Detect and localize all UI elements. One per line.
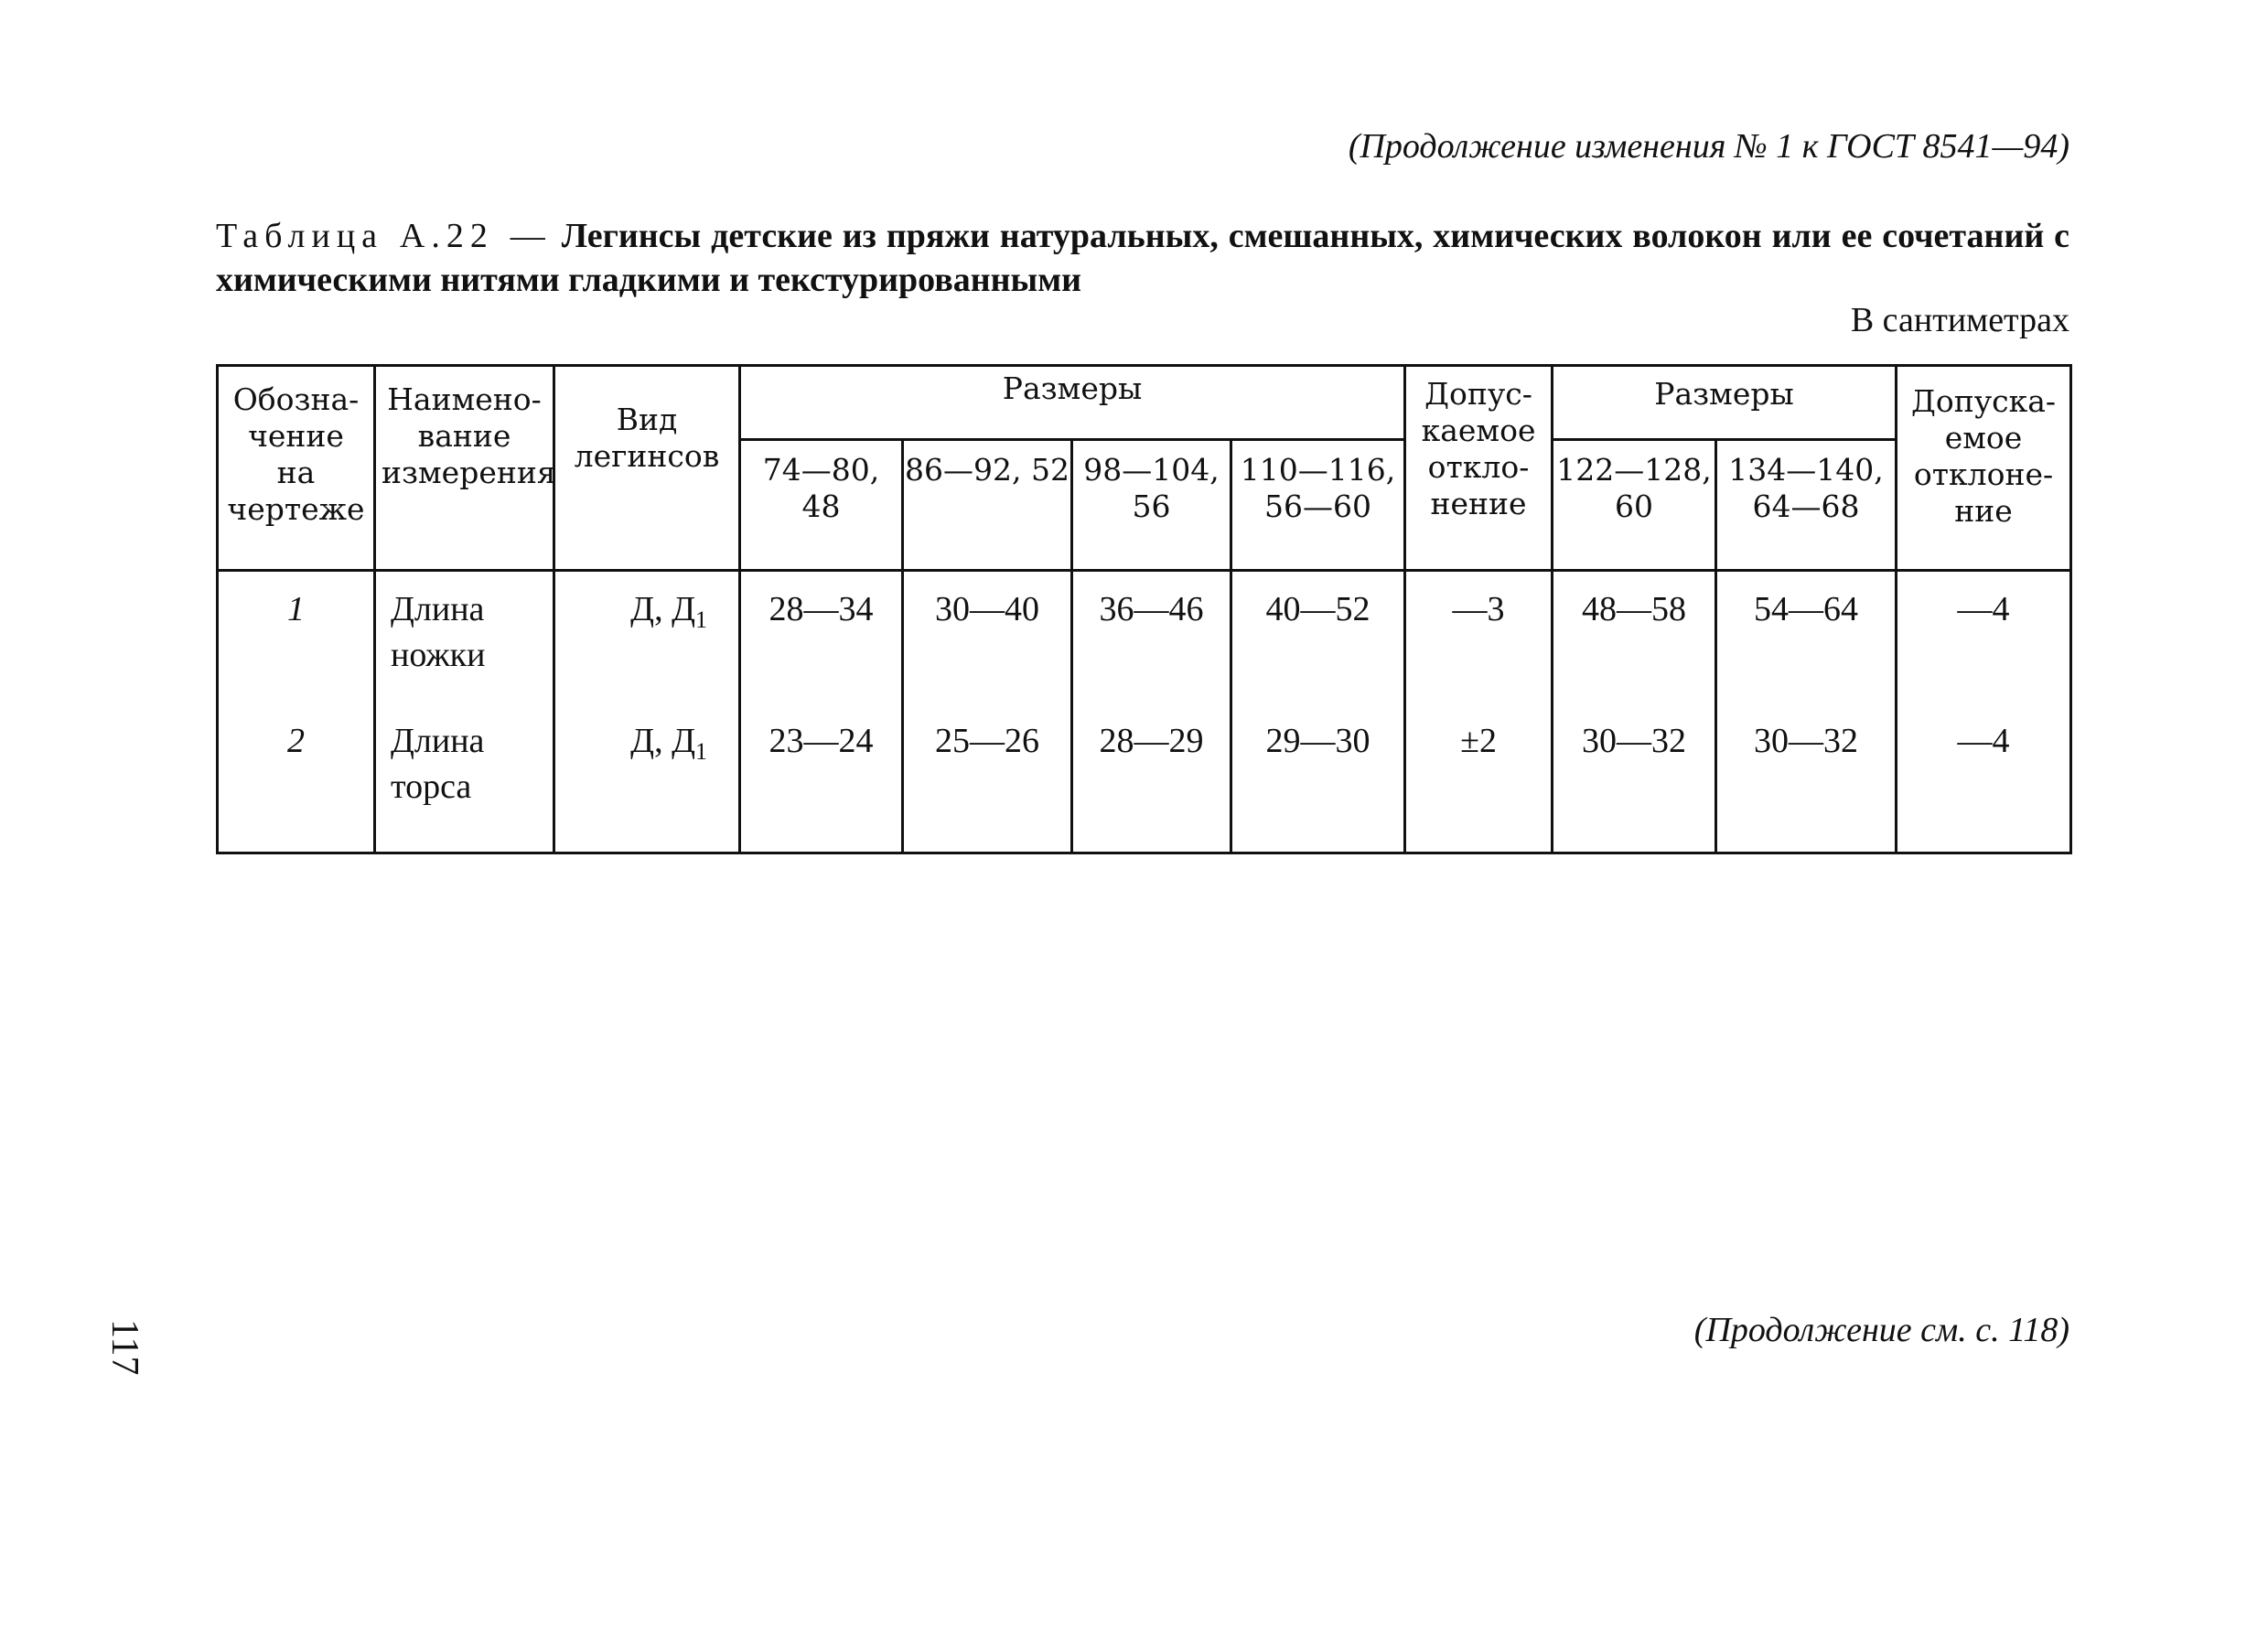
designation-cell: 1: [218, 571, 375, 719]
size-col-6: 134—140, 64—68: [1716, 440, 1897, 571]
table-row: [218, 718, 2071, 853]
header-tolerance-1: Допус-каемое откло-нение: [1405, 366, 1553, 571]
units-note: В сантиметрах: [1850, 301, 2069, 339]
measurement-name-cell: Длина ножки: [375, 571, 554, 719]
value-cell: 54—64: [1716, 571, 1897, 719]
table-row: [218, 571, 2071, 719]
size-col-5: 122—128, 60: [1553, 440, 1716, 571]
caption-prefix: Таблица А.22 —: [216, 217, 552, 255]
size-col-2: 86—92, 52: [903, 440, 1072, 571]
measurement-name-cell: Длина торса: [375, 718, 554, 853]
value-cell: 23—24: [740, 718, 903, 853]
tolerance-cell: ±2: [1405, 718, 1553, 853]
continuation-note: (Продолжение изменения № 1 к ГОСТ 8541—94): [1348, 127, 2069, 166]
size-col-3: 98—104, 56: [1072, 440, 1231, 571]
continuation-footer: (Продолжение см. с. 118): [1693, 1311, 2069, 1349]
value-cell: 29—30: [1231, 718, 1405, 853]
header-designation: Обозна-чение на чертеже: [218, 366, 375, 571]
value-cell: 30—32: [1553, 718, 1716, 853]
tolerance-cell: —3: [1405, 571, 1553, 719]
tolerance-cell: —4: [1897, 718, 2071, 853]
size-col-4: 110—116, 56—60: [1231, 440, 1405, 571]
designation-cell: 2: [218, 718, 375, 853]
table-caption: [216, 214, 2069, 302]
value-cell: 48—58: [1553, 571, 1716, 719]
header-sizes-1: Размеры: [740, 366, 1405, 440]
header-name: Наимено-вание измерения: [375, 366, 554, 571]
size-col-1: 74—80, 48: [740, 440, 903, 571]
page-number: 117: [103, 1319, 145, 1376]
size-table: [216, 364, 2072, 854]
value-cell: 30—40: [903, 571, 1072, 719]
value-cell: 40—52: [1231, 571, 1405, 719]
value-cell: 28—34: [740, 571, 903, 719]
type-cell: Д, $Д_1$: [554, 718, 740, 853]
type-cell: Д, $Д_1$: [554, 571, 740, 719]
value-cell: 25—26: [903, 718, 1072, 853]
value-cell: 36—46: [1072, 571, 1231, 719]
caption-title: Легинсы детские из пряжи натуральных, смешанных, химических волокон или ее сочетаний с химическими нитями гладкими и текстурированными: [216, 217, 2070, 299]
tolerance-cell: —4: [1897, 571, 2071, 719]
header-sizes-2: Размеры: [1553, 366, 1897, 440]
value-cell: 30—32: [1716, 718, 1897, 853]
header-type: Вид легинсов: [554, 366, 740, 571]
value-cell: 28—29: [1072, 718, 1231, 853]
header-tolerance-2: Допуска-емое отклоне-ние: [1897, 366, 2071, 571]
